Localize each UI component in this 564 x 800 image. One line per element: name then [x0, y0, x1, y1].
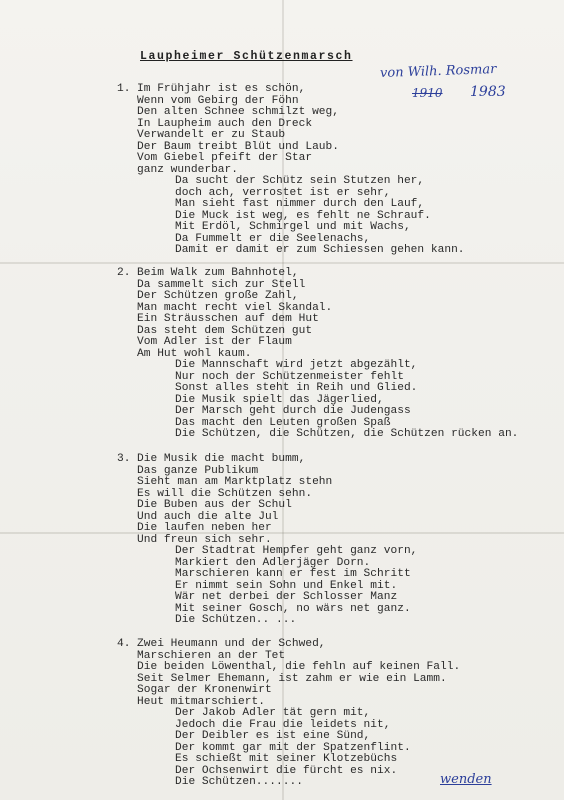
verse-line: Verwandelt er zu Staub — [137, 129, 286, 141]
verse-3 — [117, 454, 417, 627]
refrain-line: Jedoch die Frau die leidets nit, — [175, 718, 391, 731]
verse-line: Wenn vom Gebirg der Föhn — [137, 94, 299, 107]
refrain-line: Wär net derbei der Schlosser Manz — [175, 591, 398, 603]
verse-line: In Laupheim auch den Dreck — [137, 117, 313, 130]
verse-line: Die laufen neben her — [137, 522, 272, 534]
verse-line: Am Hut wohl kaum. — [137, 347, 252, 360]
verse-line: Es will die Schützen sehn. — [137, 487, 313, 500]
refrain-line: Er nimmt sein Sohn und Enkel mit. — [175, 579, 398, 592]
verse-2 — [117, 268, 518, 441]
verse-line — [117, 639, 460, 651]
handwritten-author-note: von Wilh. Rosmar — [379, 61, 497, 82]
refrain-line: Da sucht der Schütz sein Stutzen her, — [175, 175, 425, 187]
verse-line: ganz wunderbar. — [137, 163, 239, 176]
refrain-line: Das macht den Leuten großen Spaß — [175, 416, 391, 429]
refrain-line: Marschieren kann er fest im Schritt — [175, 568, 411, 580]
verse-line: Und freun sich sehr. — [137, 533, 272, 546]
refrain-line: Es schießt mit seiner Klotzebüchs — [175, 753, 398, 765]
verse-1 — [117, 84, 465, 257]
refrain-line: Man sieht fast nimmer durch den Lauf, — [175, 198, 425, 210]
refrain-line: Die Schützen, die Schützen, die Schützen rücken an. — [175, 428, 519, 440]
verse-line: Die Buben aus der Schul — [137, 499, 292, 511]
verse-line: Ein Sträusschen auf dem Hut — [137, 313, 319, 325]
verse-line: Der Schützen große Zahl, — [137, 290, 299, 302]
refrain-line: Die Schützen....... — [175, 776, 303, 788]
verse-number: 2. — [117, 267, 131, 279]
handwritten-turn-note: wenden — [440, 772, 492, 787]
refrain-line: Nur noch der Schützenmeister fehlt — [175, 370, 404, 383]
page-title: Laupheimer Schützenmarsch — [140, 50, 353, 63]
refrain-line: Der Deibler es ist eine Sünd, — [175, 730, 371, 742]
refrain-line: Markiert den Adlerjäger Dorn. — [175, 556, 371, 569]
refrain-line: Sonst alles steht in Reih und Glied. — [175, 382, 418, 394]
refrain-line: Die Schützen.. ... — [175, 614, 297, 626]
verse-line: Marschieren an der Tet — [137, 649, 286, 662]
verse-number: 3. — [117, 453, 131, 465]
verse-line: Das steht dem Schützen gut — [137, 324, 313, 337]
refrain-line: Da Fummelt er die Seelenachs, — [175, 232, 371, 245]
refrain-line: Damit er damit er zum Schiessen gehen kann. — [175, 244, 465, 256]
verse-line: Heut mitmarschiert. — [137, 695, 265, 708]
verse-line-text: Zwei Heumann und der Schwed, — [137, 638, 326, 650]
refrain-line: doch ach, verrostet ist er sehr, — [175, 186, 391, 199]
refrain-line: Die Mannschaft wird jetzt abgezählt, — [175, 359, 418, 371]
verse-line — [117, 84, 465, 96]
verse-line: Den alten Schnee schmilzt weg, — [137, 106, 340, 118]
refrain-line: Mit Erdöl, Schmirgel und mit Wachs, — [175, 221, 411, 233]
refrain-line: Der Marsch geht durch die Judengass — [175, 405, 411, 417]
verse-line: Vom Giebel pfeift der Star — [137, 152, 313, 164]
refrain-line: Die Muck ist weg, es fehlt ne Schrauf. — [175, 209, 431, 222]
verse-line: Das ganze Publikum — [137, 464, 259, 477]
handwritten-year: 1983 — [470, 84, 506, 100]
verse-line: Und auch die alte Jul — [137, 510, 279, 523]
refrain-line: Der Stadtrat Hempfer geht ganz vorn, — [175, 545, 418, 557]
verse-line — [117, 268, 518, 280]
verse-line: Seit Selmer Ehemann, ist zahm er wie ein Lamm. — [137, 672, 447, 685]
verse-line: Die beiden Löwenthal, die fehln auf keinen Fall. — [137, 661, 461, 673]
verse-line: Der Baum treibt Blüt und Laub. — [137, 140, 340, 153]
refrain-line: Der Jakob Adler tät gern mit, — [175, 707, 371, 719]
verse-line-text: Beim Walk zum Bahnhotel, — [137, 267, 299, 279]
verse-line: Sogar der Kronenwirt — [137, 684, 272, 696]
refrain-line: Der Ochsenwirt die fürcht es nix. — [175, 764, 398, 777]
handwritten-struck-year: 1910 — [412, 86, 443, 100]
verse-line: Da sammelt sich zur Stell — [137, 278, 306, 291]
verse-line-text: Im Frühjahr ist es schön, — [137, 83, 306, 95]
verse-line: Man macht recht viel Skandal. — [137, 301, 333, 314]
verse-number: 1. — [117, 83, 131, 95]
verse-line: Vom Adler ist der Flaum — [137, 336, 292, 348]
refrain-line: Mit seiner Gosch, no wärs net ganz. — [175, 602, 411, 615]
verse-line — [117, 454, 417, 466]
verse-line: Sieht man am Marktplatz stehn — [137, 476, 333, 488]
verse-number: 4. — [117, 638, 131, 650]
verse-line-text: Die Musik die macht bumm, — [137, 453, 306, 465]
refrain-line: Der kommt gar mit der Spatzenflint. — [175, 741, 411, 754]
refrain-line: Die Musik spielt das Jägerlied, — [175, 393, 384, 406]
verse-4 — [117, 639, 460, 789]
